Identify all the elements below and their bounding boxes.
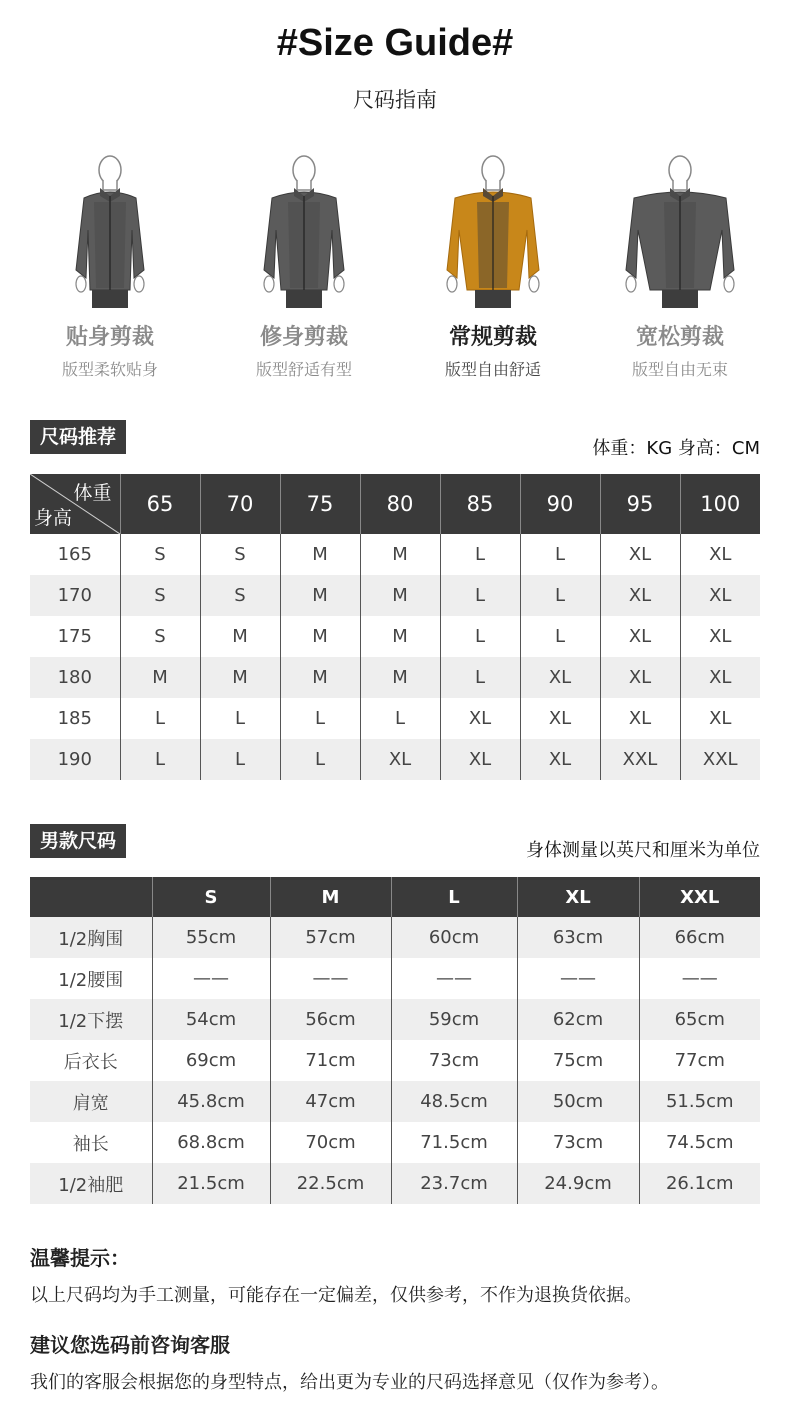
fit-type-regular (413, 150, 573, 380)
measurement-value: 74.5cm (639, 1122, 760, 1163)
size-cell: XL (680, 698, 760, 739)
size-cell: L (440, 616, 520, 657)
size-cell: XL (520, 739, 600, 780)
fit-desc: 版型自由舒适 (444, 360, 541, 379)
size-cell: L (200, 698, 280, 739)
measurement-value: 71cm (270, 1040, 391, 1081)
size-cell: M (360, 657, 440, 698)
size-cell: XL (600, 534, 680, 575)
table-corner-cell (30, 877, 152, 917)
height-cell: 185 (57, 708, 92, 729)
height-cell: 180 (30, 657, 120, 698)
size-cell: M (280, 616, 360, 657)
size-cell: XXL (680, 739, 760, 780)
fit-name: 贴身剪裁 (65, 325, 154, 350)
measurement-value: 77cm (639, 1040, 760, 1081)
size-cell: L (440, 575, 520, 616)
table-row (30, 739, 760, 780)
measurement-name: 后衣长 (63, 1051, 118, 1073)
size-cell: L (120, 698, 200, 739)
size-header: L (391, 877, 517, 917)
measurement-value: —— (391, 958, 517, 999)
table-row (30, 534, 760, 575)
measurement-value: 45.8cm (152, 1081, 270, 1122)
table-row (30, 1122, 760, 1163)
jacket-figure-icon (620, 150, 740, 310)
size-cell: M (360, 616, 440, 657)
size-cell: XL (680, 657, 760, 698)
table-row (30, 616, 760, 657)
size-cell: M (120, 657, 200, 698)
table-row (30, 657, 760, 698)
table-row (30, 575, 760, 616)
measurement-value: 73cm (517, 1122, 639, 1163)
size-cell: XL (360, 739, 440, 780)
measurement-value: 23.7cm (391, 1163, 517, 1204)
size-cell: S (120, 534, 200, 575)
measurement-name: 1/2下摆 (30, 999, 152, 1040)
measurement-value: 71.5cm (391, 1122, 517, 1163)
measurement-value: —— (270, 958, 391, 999)
size-cell: L (200, 739, 280, 780)
fit-type-slim (30, 150, 190, 380)
measurement-name: 1/2腰围 (58, 969, 124, 991)
measurement-value: 57cm (270, 917, 391, 958)
measurement-value: 51.5cm (639, 1081, 760, 1122)
measurement-value: 55cm (152, 917, 270, 958)
table-row (30, 1081, 760, 1122)
size-cell: L (440, 534, 520, 575)
size-cell: L (280, 698, 360, 739)
fit-desc: 版型舒适有型 (255, 360, 352, 379)
measurement-value: 69cm (152, 1040, 270, 1081)
size-cell: M (360, 575, 440, 616)
mens-size-label: 男款尺码 (30, 824, 126, 858)
height-cell: 165 (57, 544, 92, 565)
measurement-value: 63cm (517, 917, 639, 958)
page-subtitle: 尺码指南 (353, 88, 437, 112)
measurement-value: 66cm (639, 917, 760, 958)
height-axis-label: 身高 (34, 507, 73, 529)
fit-type-loose (600, 150, 760, 380)
size-cell: XL (680, 616, 760, 657)
unit-note: 体重：KG 身高：CM (592, 438, 760, 459)
tips-text: 以上尺码均为手工测量，可能存在一定偏差，仅供参考，不作为退换货依据。 (30, 1285, 642, 1306)
advice-text: 我们的客服会根据您的身型特点，给出更为专业的尺码选择意见（仅作为参考）。 (30, 1372, 669, 1393)
size-cell: L (280, 739, 360, 780)
measurement-value: 59cm (391, 999, 517, 1040)
measurement-value: 65cm (639, 999, 760, 1040)
size-cell: XL (600, 698, 680, 739)
measurement-value: 48.5cm (391, 1081, 517, 1122)
size-cell: XL (680, 575, 760, 616)
weight-header: 95 (600, 474, 680, 534)
size-cell: M (200, 657, 280, 698)
measurement-value: 75cm (517, 1040, 639, 1081)
size-cell: XL (600, 657, 680, 698)
size-cell: XL (520, 698, 600, 739)
size-recommend-label: 尺码推荐 (30, 420, 126, 454)
weight-axis-label: 体重 (73, 482, 112, 504)
measurement-name: 肩宽 (30, 1081, 152, 1122)
height-cell: 190 (30, 739, 120, 780)
size-recommend-table (30, 474, 760, 780)
measurement-name: 袖长 (72, 1133, 109, 1155)
table-header-row (30, 474, 760, 534)
measurement-value: 68.8cm (152, 1122, 270, 1163)
height-cell: 170 (30, 575, 120, 616)
size-header: S (152, 877, 270, 917)
size-cell: L (520, 616, 600, 657)
measurement-value: 56cm (270, 999, 391, 1040)
size-cell: XL (600, 575, 680, 616)
size-cell: L (120, 739, 200, 780)
fit-type-tailored (224, 150, 384, 380)
weight-header: 85 (440, 474, 520, 534)
size-cell: S (120, 575, 200, 616)
measurement-value: 70cm (270, 1122, 391, 1163)
measurement-value: 73cm (391, 1040, 517, 1081)
size-cell: S (200, 534, 280, 575)
measurement-value: 62cm (517, 999, 639, 1040)
measurement-value: —— (152, 958, 270, 999)
weight-header: 65 (120, 474, 200, 534)
size-header: XL (517, 877, 639, 917)
height-cell: 175 (57, 626, 92, 647)
mens-size-table (30, 877, 760, 1204)
tips-section (30, 1242, 770, 1394)
table-row (30, 999, 760, 1040)
measurement-value: 60cm (391, 917, 517, 958)
table-row (30, 1040, 760, 1081)
table-corner-cell (30, 474, 120, 534)
size-cell: L (520, 534, 600, 575)
table-row (30, 1163, 760, 1204)
weight-header: 90 (520, 474, 600, 534)
fit-desc: 版型柔软贴身 (61, 360, 158, 379)
measurement-value: 22.5cm (270, 1163, 391, 1204)
fit-types (0, 150, 790, 390)
table-header-row (30, 877, 760, 917)
jacket-figure-icon (50, 150, 170, 310)
weight-header: 80 (360, 474, 440, 534)
size-cell: XL (440, 698, 520, 739)
size-cell: L (440, 657, 520, 698)
size-cell: XXL (600, 739, 680, 780)
weight-header: 100 (680, 474, 760, 534)
size-cell: M (280, 657, 360, 698)
table-row (30, 917, 760, 958)
size-cell: L (520, 575, 600, 616)
size-cell: XL (680, 534, 760, 575)
jacket-figure-icon (244, 150, 364, 310)
measurement-value: 54cm (152, 999, 270, 1040)
size-cell: XL (520, 657, 600, 698)
page-title: #Size Guide# (276, 22, 514, 64)
measurement-value: 21.5cm (152, 1163, 270, 1204)
fit-name: 常规剪裁 (448, 325, 537, 350)
measurement-note: 身体测量以英尺和厘米为单位 (526, 840, 760, 861)
size-cell: M (280, 575, 360, 616)
table-row (30, 698, 760, 739)
jacket-figure-icon (433, 150, 553, 310)
tips-heading: 温馨提示： (30, 1246, 130, 1270)
advice-heading: 建议您选码前咨询客服 (30, 1333, 230, 1357)
size-header: M (270, 877, 391, 917)
measurement-value: 50cm (517, 1081, 639, 1122)
size-cell: M (280, 534, 360, 575)
measurement-value: 24.9cm (517, 1163, 639, 1204)
table-row (30, 958, 760, 999)
measurement-value: —— (517, 958, 639, 999)
fit-name: 修身剪裁 (259, 325, 348, 350)
measurement-value: 26.1cm (639, 1163, 760, 1204)
fit-name: 宽松剪裁 (635, 325, 724, 350)
size-header: XXL (639, 877, 760, 917)
measurement-value: 47cm (270, 1081, 391, 1122)
size-cell: L (360, 698, 440, 739)
measurement-name: 1/2袖肥 (30, 1163, 152, 1204)
size-cell: M (200, 616, 280, 657)
weight-header: 70 (200, 474, 280, 534)
measurement-value: —— (639, 958, 760, 999)
size-cell: XL (440, 739, 520, 780)
size-cell: M (360, 534, 440, 575)
size-cell: S (120, 616, 200, 657)
size-cell: S (200, 575, 280, 616)
measurement-name: 1/2胸围 (30, 917, 152, 958)
size-cell: XL (600, 616, 680, 657)
weight-header: 75 (280, 474, 360, 534)
fit-desc: 版型自由无束 (631, 360, 728, 379)
